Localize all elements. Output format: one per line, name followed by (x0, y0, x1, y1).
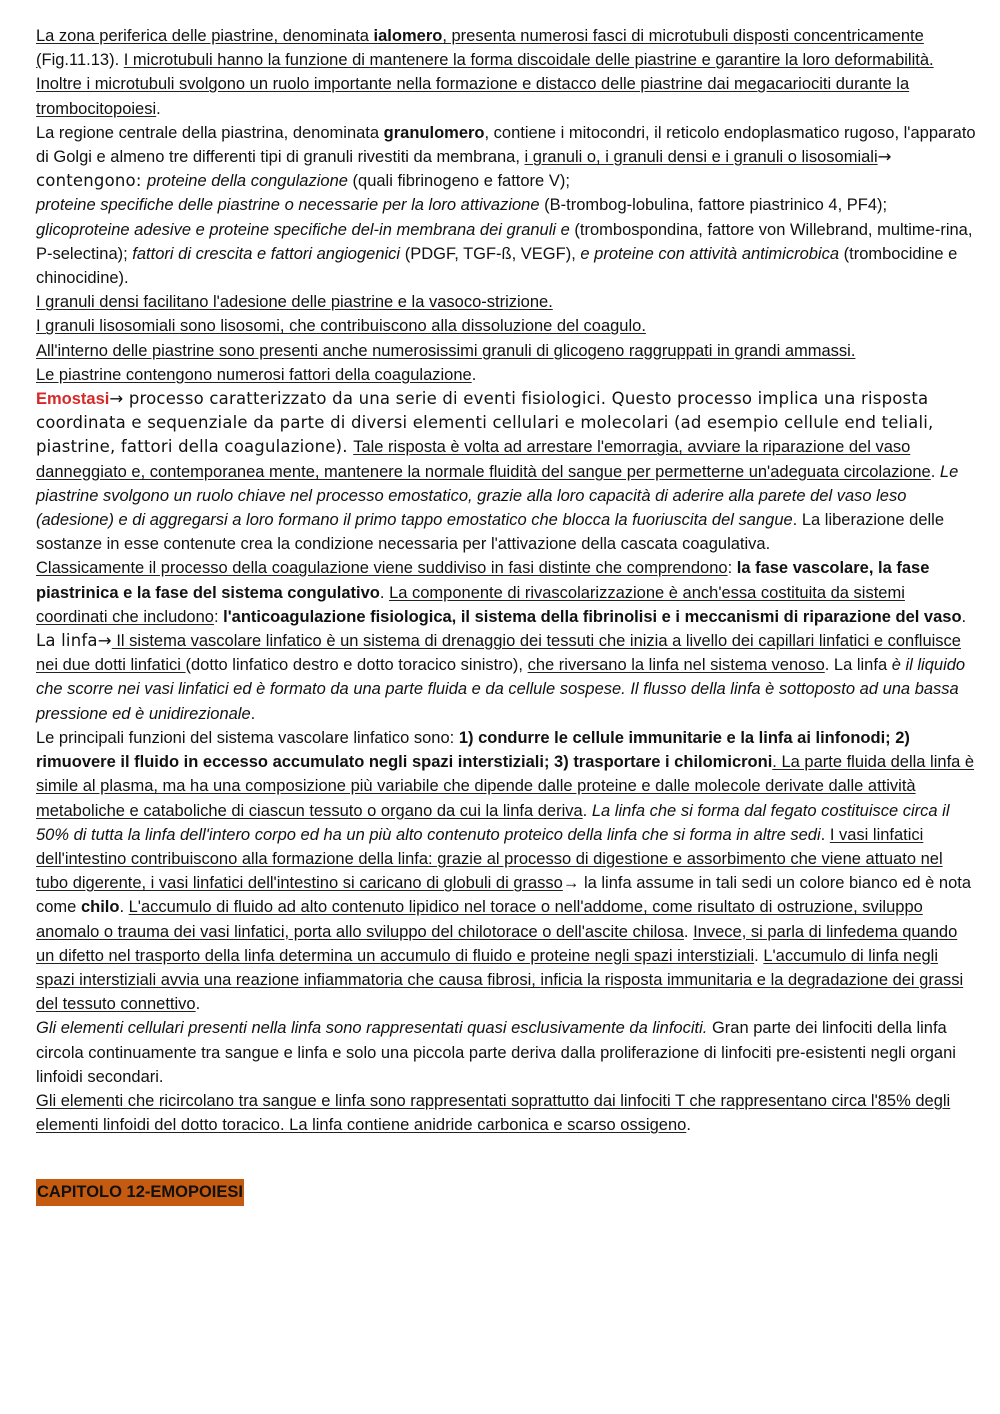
text-span: La componente di rivascolarizzazione è anch'essa costituita da sistemi coordinati che includono (36, 583, 905, 626)
text-span: i granuli o, i granuli densi e i granuli o lisosomiali (524, 148, 878, 167)
text-span: e proteine con attività antimicrobica (580, 244, 840, 263)
paragraph-granuli-densi (36, 290, 976, 314)
text-span: (trombospondina, fattore von Willebrand, multime-rina, P-selectina); (36, 220, 973, 263)
text-span: (PDGF, TGF-ß, VEGF), (400, 244, 581, 263)
text-span: Gli elementi cellulari presenti nella linfa sono rappresentati quasi esclusivamente da linfociti. (36, 1019, 708, 1038)
text-span: . La liberazione delle sostanze in esse contenute crea la condizione necessaria per l'attivazione della cascata coagulativa. (36, 511, 945, 554)
text-span: L'accumulo di fluido ad alto contenuto lipidico nel torace o nell'addome, come risultato di ostruzione, sviluppo anomalo o trauma dei vasi linfatici, porta allo sviluppo del chilotorace o dell'ascite chilosa (36, 898, 923, 941)
text-span: : (727, 559, 737, 578)
text-span: → la linfa assume in tali sedi un colore bianco ed è nota come (36, 874, 972, 917)
text-span: . La parte fluida della linfa è simile al plasma, ma ha una composizione più variabile che dipende dalle proteine e dalle molecole derivate dalle attività metaboliche e cataboliche di ciascun tessuto o organo da cui la linfa deriva (36, 753, 975, 820)
paragraph-emostasi (36, 387, 976, 556)
paragraph-linfa (36, 629, 976, 726)
text-span: . (195, 995, 201, 1014)
text-span: La zona periferica delle piastrine, denominata (36, 27, 374, 45)
text-span: (dotto linfatico destro e dotto toracico sinistro), (185, 656, 528, 675)
text-span: L'accumulo di linfa negli spazi interstiziali avvia una reazione infiammatoria che causa fibrosi, inficia la risposta immunitaria e la degradazione dei grassi del tessuto connettivo (36, 946, 964, 1014)
paragraph-granuli-lisosomiali (36, 314, 976, 338)
chapter-heading: CAPITOLO 12-EMOPOIESI (36, 1179, 244, 1205)
chapter-heading-row (36, 1137, 976, 1205)
text-span: . (961, 607, 967, 626)
paragraph-ricircolo (36, 1089, 976, 1137)
document-page (36, 24, 976, 1206)
text-span: Le piastrine svolgono un ruolo chiave nel processo emostatico, grazie alla loro capacità di aderire alla parete del vaso leso (adesione) e di aggregarsi a loro formano il primo tappo emostatico che blocca la fuoriuscita del sangue (36, 462, 959, 530)
heading-linfa: La linfa (36, 631, 98, 651)
text-span: . (582, 801, 592, 820)
text-span: . La linfa (824, 656, 892, 675)
arrow-glyph: → (97, 631, 112, 651)
paragraph-fattori-coagulazione (36, 363, 976, 387)
text-span: La regione centrale della piastrina, denominata (36, 123, 384, 142)
text-span: . (754, 946, 764, 965)
text-span: Classicamente il processo della coagulazione viene suddiviso in fasi distinte che comprendono (36, 559, 728, 578)
paragraph-granulomero (36, 121, 976, 194)
text-span: , contiene i mitocondri, il reticolo endoplasmatico rugoso, l'apparato di Golgi e almeno tre differenti tipi di granuli rivestiti da membrana, (36, 123, 976, 167)
paragraph-coagulazione (36, 556, 976, 629)
text-span: I microtubuli hanno la funzione di mantenere la forma discoidale delle piastrine e garantire la loro deformabilità. Inoltre i microtubuli svolgono un ruolo importante nella formazione e distacco delle piastrine dai megacariociti durante la trombocitopoiesi (36, 51, 934, 118)
text-span: . (683, 922, 694, 941)
paragraph-elementi-cellulari (36, 1016, 976, 1089)
text-span: Il sistema vascolare linfatico è un sistema di drenaggio dei tessuti che inizia a livello dei capillari linfatici e confluisce nei due dotti linfatici (36, 632, 961, 675)
text-span: glicoproteine adesive e proteine specifiche del-in membrana dei granuli e (36, 220, 570, 239)
text-span: 1) condurre le cellule immunitarie e la linfa ai linfonodi; 2) rimuovere il fluido in eccesso accumulato negli spazi interstiziali; 3) trasportare i chilomicroni (36, 728, 910, 772)
text-span: : (213, 607, 224, 626)
text-span: . (820, 825, 830, 844)
text-span: I granuli densi facilitano l'adesione delle piastrine e la vasoco-strizione. (36, 293, 553, 312)
text-span: . (471, 365, 477, 384)
figure-reference: Fig.11.13). (41, 51, 124, 70)
text-span: I granuli lisosomiali sono lisosomi, che contribuiscono alla dissoluzione del coagulo. (36, 317, 646, 336)
text-span: l'anticoagulazione fisiologica, il sistema della fibrinolisi e i meccanismi di riparazione del vaso (223, 607, 962, 626)
text-span: Gran parte dei linfociti della linfa circola continuamente tra sangue e linfa e solo una piccola parte deriva dalla proliferazione di linfociti pre-esistenti negli organi linfoidi secondari. (36, 1019, 956, 1086)
text-span: Gli elementi che ricircolano tra sangue e linfa sono rappresentati soprattutto dai linfociti T che rappresentano circa l'85% degli elementi linfoidi del dotto toracico. La linfa contiene anidride carbonica e scarso ossigeno (36, 1091, 951, 1135)
text-span: (trombocidine e chinocidine). (36, 244, 958, 288)
text-span: . (156, 99, 161, 118)
text-span: proteine specifiche delle piastrine o necessarie per la loro attivazione (36, 196, 540, 215)
text-span: All'interno delle piastrine sono presenti anche numerosissimi granuli di glicogeno raggruppati in grandi ammassi. (36, 341, 856, 360)
term-chilo: chilo (80, 898, 120, 917)
text-span: . (119, 898, 129, 917)
text-span: Invece, si parla di linfedema quando un difetto nel trasporto della linfa determina un accumulo di fluido e proteine negli spazi interstiziali (36, 922, 958, 965)
text-span: → contengono: (36, 147, 892, 191)
text-span: La linfa che si forma dal fegato costituisce circa il 50% di tutta la linfa dell'intero corpo ed ha un più alto contenuto proteico della linfa che si forma in altre sedi (36, 801, 950, 844)
text-span: I vasi linfatici dell'intestino contribuiscono alla formazione della linfa: grazie al processo di digestione e assorbimento che viene attuato nel tubo digerente, i vasi linfatici dell'intestino si caricano di globuli di grasso (36, 825, 943, 893)
text-span: fattori di crescita e fattori angiogenici (132, 244, 401, 263)
text-span: (B-trombog-lobulina, fattore piastrinico 4, PF4); (539, 196, 888, 215)
text-span: proteine della congulazione (147, 172, 348, 191)
text-span: Tale risposta è volta ad arrestare l'emorragia, avviare la riparazione del vaso danneggiato e, contemporanea mente, mantenere la normale fluidità del sangue per permetterne un'adeguata circolazione (36, 438, 931, 481)
text-span: , presenta numerosi fasci di microtubuli disposti concentricamente ( (36, 27, 924, 70)
text-span: . (686, 1116, 691, 1135)
text-span: la fase vascolare, la fase piastrinica e la fase del sistema congulativo (36, 559, 930, 602)
paragraph-funzioni-linfatico (36, 726, 976, 1016)
heading-emostasi: Emostasi (36, 390, 110, 409)
text-span: (quali fibrinogeno e fattore V); (347, 172, 570, 191)
text-span: che riversano la linfa nel sistema venoso (527, 656, 825, 675)
text-span: Le principali funzioni del sistema vascolare linfatico sono: (36, 728, 459, 747)
text-span: → processo caratterizzato da una serie di eventi fisiologici. Questo processo implica una risposta coordinata e sequenziale da parte di diversi elementi cellulari e molecolari (ad esempio cellule end teliali, piastrine, fattori della coagulazione). (36, 389, 934, 457)
term-ialomero: ialomero (373, 27, 443, 45)
text-span: . (379, 583, 390, 602)
paragraph-glicogeno (36, 339, 976, 363)
text-span: Le piastrine contengono numerosi fattori della coagulazione (36, 365, 472, 384)
term-granulomero: granulomero (383, 123, 485, 142)
paragraph-ialomero (36, 24, 976, 121)
paragraph-proteine (36, 193, 976, 290)
text-span: . (930, 462, 940, 481)
text-span: . (250, 704, 256, 723)
text-span: è il liquido che scorre nei vasi linfatici ed è formato da una parte fluida e da cellule sospese. Il flusso della linfa è sottoposto ad una bassa pressione ed è unidirezionale (36, 656, 966, 723)
